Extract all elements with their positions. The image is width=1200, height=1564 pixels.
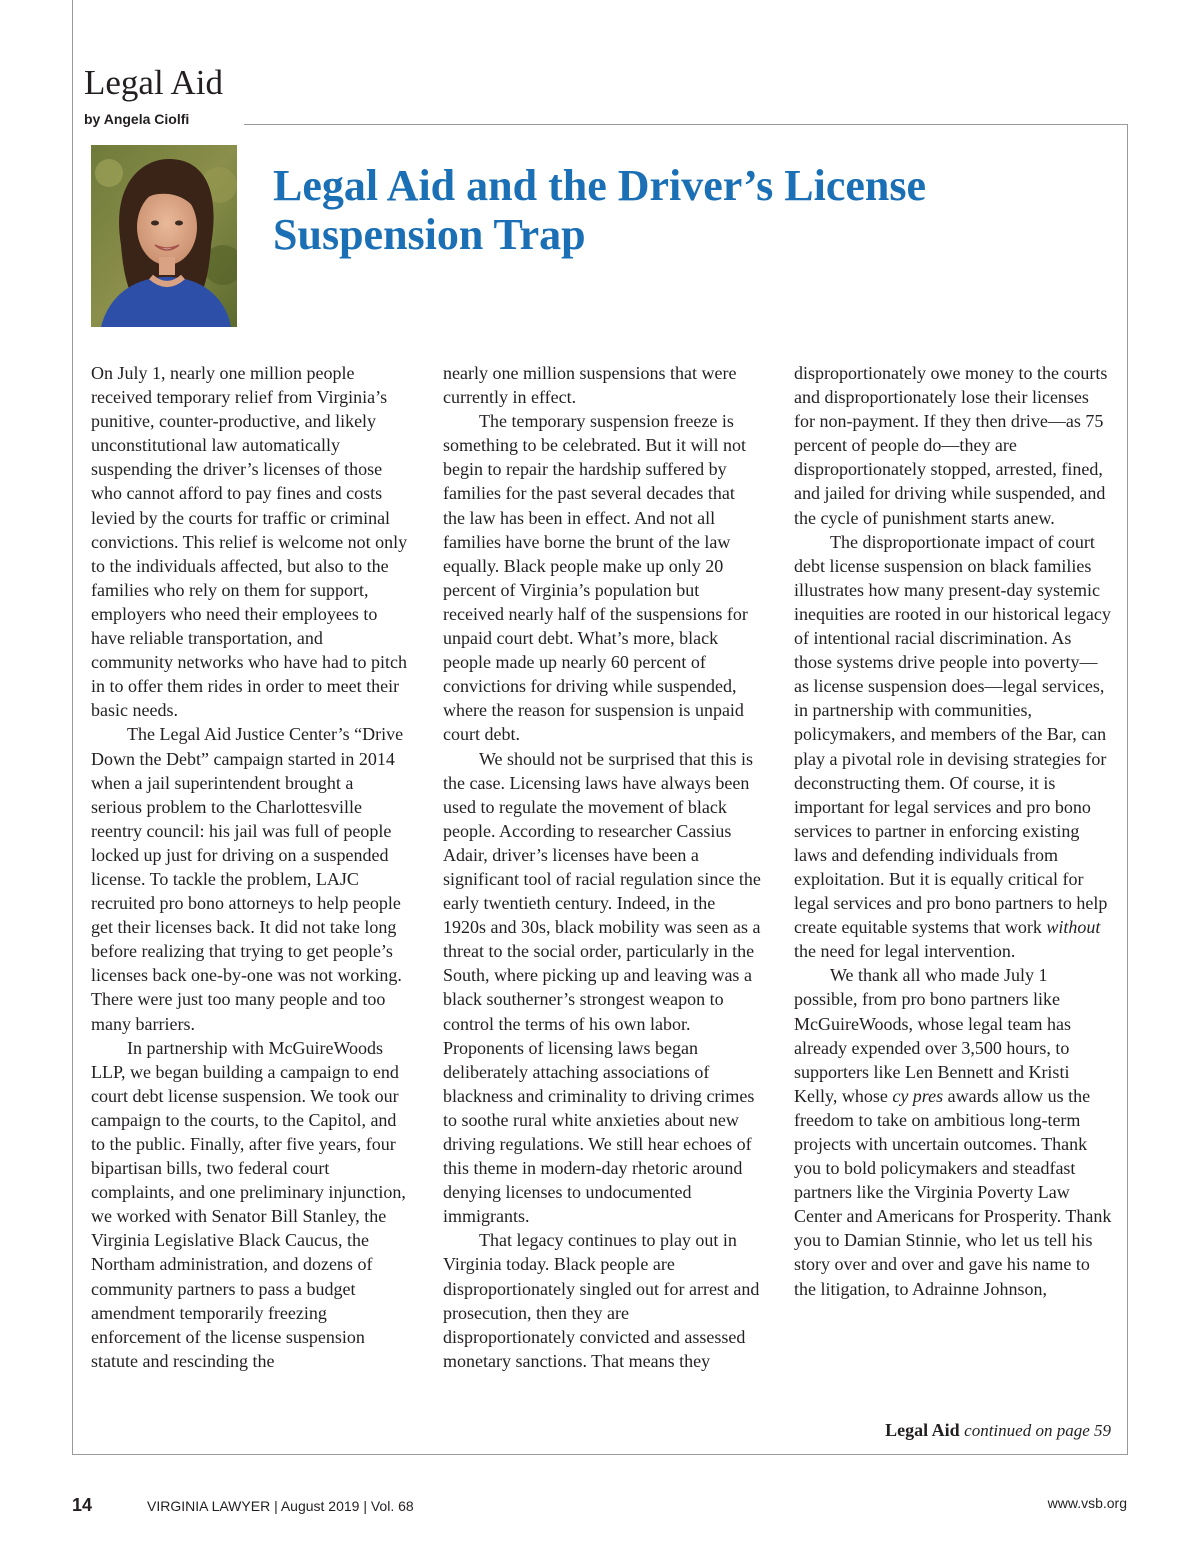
paragraph	[794, 963, 1112, 1300]
paragraph: On July 1, nearly one million people received temporary relief from Virginia’s punitive, counter-productive, and likely unconstitutional law automatically suspending the driver’s licenses of those who cannot afford to pay fines and costs levied by the courts for traffic or criminal convictions. This relief is welcome not only to the individuals affected, but also to the families who rely on them for support, employers who need their employees to have reliable transportation, and community networks who have had to pitch in to offer them rides in order to meet their basic needs.	[91, 363, 408, 721]
emphasis: without	[1046, 917, 1101, 938]
paragraph: disproportionately owe money to the courts and disproportionately lose their licenses for non-payment. If they then drive—as 75 percent of people do—they are disproportionately stopped, arrested, fined, and jailed for driving while suspended, and the cycle of punishment starts anew.	[794, 363, 1108, 528]
paragraph-text: We thank all who made July 1 possible, from pro bono partners like McGuireWoods, whose legal team has already expended over 3,500 hours, to supporters like Len Bennett and Kristi Kelly, whose	[794, 965, 1071, 1106]
article-column-3	[794, 361, 1112, 1451]
author-photo	[91, 145, 237, 327]
emphasis: cy pres	[892, 1085, 944, 1106]
paragraph-text: the need for legal intervention.	[794, 941, 1016, 962]
paragraph: In partnership with McGuireWoods LLP, we began building a campaign to end court debt license suspension. We took our campaign to the courts, to the Capitol, and to the public. Finally, after five years, four bipartisan bills, two federal court complaints, and one preliminary injunction, we worked with Senator Bill Stanley, the Virginia Legislative Black Caucus, the Northam administration, and dozens of community partners to pass a budget amendment temporarily freezing enforcement of the license suspension statute and rescinding the	[91, 1037, 406, 1371]
paragraph: That legacy continues to play out in Virginia today. Black people are disproportionately singled out for arrest and prosecution, then they are disproportionately convicted and assessed monetary sanctions. That means they	[443, 1230, 760, 1371]
continued-note	[794, 1418, 1111, 1443]
website-link[interactable]: www.vsb.org	[1047, 1495, 1127, 1511]
article-column-1	[91, 361, 408, 1451]
paragraph: We should not be surprised that this is the case. Licensing laws have always been used to regulate the movement of black people. According to researcher Cassius Adair, driver’s licenses have been a significant tool of racial regulation since the early twentieth century. Indeed, in the 1920s and 30s, black mobility was seen as a threat to the social order, particularly in the South, where picking up and leaving was a black southerner’s strongest weapon to control the terms of his own labor. Proponents of licensing laws began deliberately attaching associations of blackness and criminality to driving crimes to soothe rural white anxieties about new driving regulations. We still hear echoes of this theme in modern-day rhetoric around denying licenses to undocumented immigrants.	[443, 748, 761, 1227]
continued-label: Legal Aid	[885, 1420, 960, 1440]
page-number: 14	[72, 1495, 93, 1515]
byline: by Angela Ciolfi	[84, 111, 190, 127]
frame-bottom-rule	[72, 1454, 1128, 1455]
left-margin-rule	[72, 0, 73, 1455]
continued-text: continued on page 59	[964, 1421, 1111, 1440]
magazine-info: VIRGINIA LAWYER | August 2019 | Vol. 68	[147, 1498, 414, 1514]
frame-right-rule	[1127, 124, 1128, 1455]
article-headline: Legal Aid and the Driver’s License Suspension Trap	[273, 161, 927, 259]
paragraph-text: The disproportionate impact of court debt license suspension on black families illustrates how many present-day systemic inequities are rooted in our historical legacy of intentional racial discrimination. As those systems drive people into poverty—as license suspension does—legal services, in partnership with communities, policymakers, and members of the Bar, can play a pivotal role in devising strategies for deconstructing them. Of course, it is important for legal services and pro bono services to partner in enforcing existing laws and defending individuals from exploitation. But it is equally critical for legal services and pro bono partners to help create equitable systems that work	[794, 531, 1111, 938]
paragraph: The Legal Aid Justice Center’s “Drive Down the Debt” campaign started in 2014 when a jail superintendent brought a serious problem to the Charlottesville reentry council: his jail was full of people locked up just for driving on a suspended license. To tackle the problem, LAJC recruited pro bono attorneys to help people get their licenses back. It did not take long before realizing that trying to get people’s licenses back one-by-one was not working. There were just too many people and too many barriers.	[91, 724, 404, 1034]
article-column-2	[443, 361, 761, 1451]
paragraph	[794, 530, 1112, 964]
paragraph-text: awards allow us the freedom to take on ambitious long-term projects with uncertain outcomes. Thank you to bold policymakers and steadfast partners like the Virginia Poverty Law Center and Americans for Prosperity. Thank you to Damian Stinnie, who let us tell his story over and over and gave his name to the litigation, to Adrainne Johnson,	[794, 1085, 1112, 1299]
frame-top-rule	[244, 124, 1128, 125]
section-title: Legal Aid	[84, 63, 223, 102]
paragraph: nearly one million suspensions that were currently in effect.	[443, 363, 737, 408]
paragraph: The temporary suspension freeze is something to be celebrated. But it will not begin to repair the hardship suffered by families for the past several decades that the law has been in effect. And not all families have borne the brunt of the law equally. Black people make up only 20 percent of Virginia’s population but received nearly half of the suspensions for unpaid court debt. What’s more, black people made up nearly 60 percent of convictions for driving while suspended, where the reason for suspension is unpaid court debt.	[443, 411, 748, 745]
